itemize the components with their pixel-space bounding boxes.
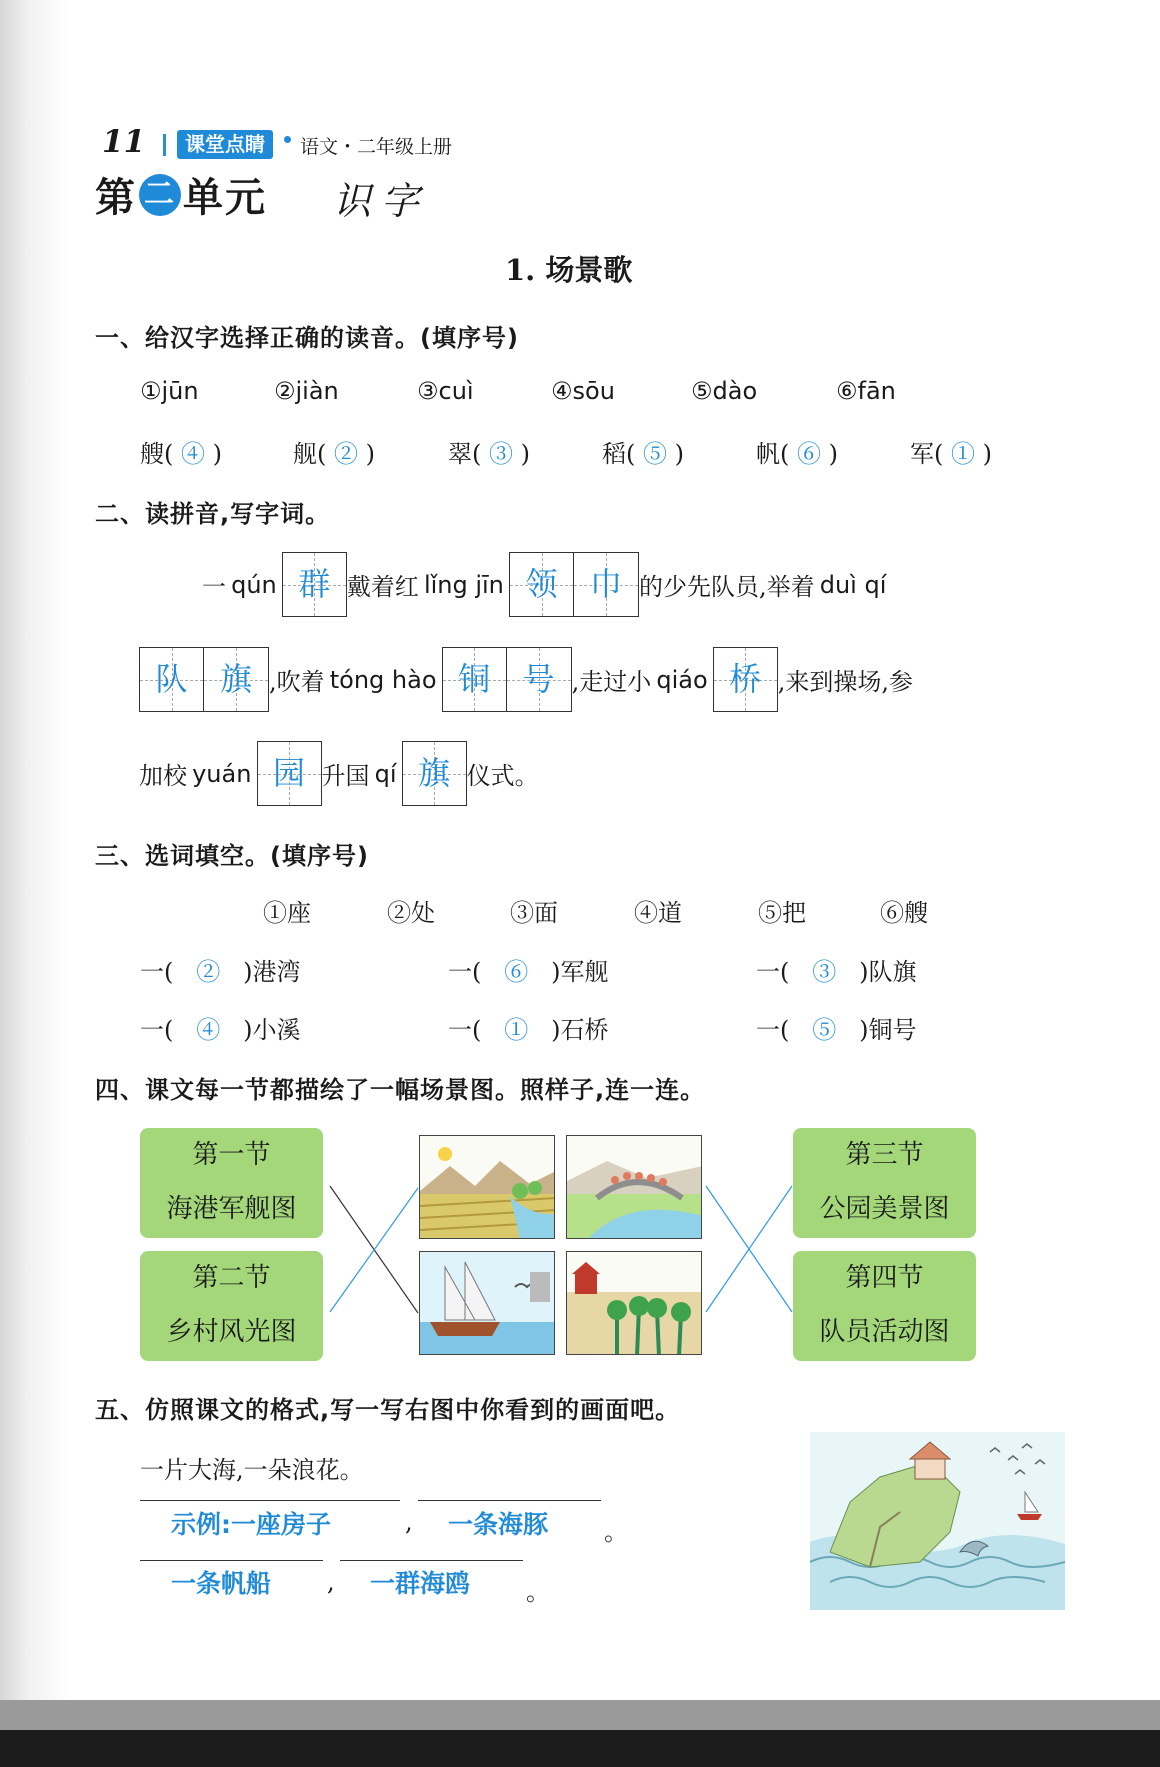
answer-box: 队	[139, 647, 204, 712]
q5-answer-2: 一条海豚	[448, 1510, 549, 1539]
q3-option: ①座	[263, 899, 311, 927]
answer-box: 铜	[442, 647, 507, 712]
period: 。	[526, 1578, 550, 1606]
q1-item: 艘( ④ )	[140, 440, 222, 468]
answer-line	[340, 1560, 523, 1561]
q3-item: 一( ④ )小溪	[140, 1016, 301, 1044]
comma: ,	[327, 1568, 335, 1596]
answer-box: 巾	[574, 552, 639, 617]
q3-item: 一( ② )港湾	[140, 958, 301, 986]
answer-box: 群	[282, 552, 347, 617]
q3-option: ②处	[387, 899, 435, 927]
q3-item: 一( ⑤ )铜号	[756, 1016, 917, 1044]
q3-option: ⑥艘	[880, 899, 928, 927]
unit-number-badge: 二	[139, 174, 181, 216]
q1-option: ⑤dào	[691, 377, 758, 405]
answer-line	[140, 1500, 400, 1501]
answer-box: 旗	[204, 647, 269, 712]
answer-line	[418, 1500, 601, 1501]
answer-box: 号	[507, 647, 572, 712]
q3-option: ③面	[510, 899, 558, 927]
q2-line-2: 队 旗 ,吹着 tóng hào 铜 号 ,走过小 qiáo 桥 ,来到操场,参	[139, 647, 913, 712]
unit-pre: 第	[95, 175, 137, 221]
answer-line	[140, 1560, 323, 1561]
subject-label: 语文・二年级上册	[300, 136, 453, 158]
q2-heading: 二、读拼音,写字词。	[95, 500, 331, 528]
q1-option: ⑥fān	[836, 377, 896, 405]
q1-answer: ⑤	[643, 440, 667, 468]
q5-answer-3: 一条帆船	[171, 1569, 272, 1598]
q5-example: 一片大海,一朵浪花。	[140, 1456, 364, 1484]
q3-heading: 三、选词填空。(填序号)	[95, 842, 369, 870]
answer-box: 领	[509, 552, 574, 617]
q1-heading: 一、给汉字选择正确的读音。(填序号)	[95, 324, 519, 352]
viewer-bottom-bar	[0, 1730, 1160, 1767]
q1-option: ④sōu	[551, 377, 615, 405]
q2-line-3: 加校 yuán 园 升国 qí 旗 仪式。	[139, 741, 539, 806]
unit-post: 单元	[183, 175, 267, 221]
q5-answer-1: 示例:一座房子	[171, 1510, 331, 1539]
page-number: 11	[102, 124, 146, 160]
q3-item: 一( ③ )队旗	[756, 958, 917, 986]
period: 。	[604, 1518, 628, 1546]
q1-item: 翠( ③ )	[448, 440, 530, 468]
q1-item: 舰( ② )	[293, 440, 375, 468]
answer-box: 桥	[713, 647, 778, 712]
q1-answer: ⑥	[797, 440, 821, 468]
section-box-right-2: 第四节 队员活动图	[793, 1251, 976, 1361]
q1-answer: ④	[181, 440, 205, 468]
q5-heading: 五、仿照课文的格式,写一写右图中你看到的画面吧。	[95, 1396, 681, 1424]
q1-item: 稻( ⑤ )	[602, 440, 684, 468]
picture-seaside	[810, 1432, 1065, 1610]
q2-line-1: 一 qún 群 戴着红 lǐng jīn 领 巾 的少先队员,举着 duì qí	[202, 552, 886, 617]
series-tag: 课堂点睛	[177, 130, 273, 159]
comma: ,	[405, 1508, 413, 1536]
q3-option: ④道	[634, 899, 682, 927]
q1-answer: ①	[951, 440, 975, 468]
q1-option: ①jūn	[140, 377, 199, 405]
q1-option: ②jiàn	[274, 377, 339, 405]
q4-heading: 四、课文每一节都描绘了一幅场景图。照样子,连一连。	[95, 1076, 706, 1104]
section-box-left-2: 第二节 乡村风光图	[140, 1251, 323, 1361]
q1-answer: ③	[489, 440, 513, 468]
q1-item: 军( ① )	[910, 440, 992, 468]
q3-item: 一( ① )石桥	[448, 1016, 609, 1044]
q3-option: ⑤把	[758, 899, 806, 927]
answer-box: 园	[257, 741, 322, 806]
q1-answer: ②	[334, 440, 358, 468]
q3-item: 一( ⑥ )军舰	[448, 958, 609, 986]
section-box-left-1: 第一节 海港军舰图	[140, 1128, 323, 1238]
q1-option: ③cuì	[417, 377, 474, 405]
q5-answer-4: 一群海鸥	[370, 1569, 471, 1598]
unit-title: 识字	[333, 179, 430, 223]
q1-item: 帆( ⑥ )	[756, 440, 838, 468]
section-box-right-1: 第三节 公园美景图	[793, 1128, 976, 1238]
answer-box: 旗	[402, 741, 467, 806]
lesson-title: 1. 场景歌	[505, 253, 633, 287]
